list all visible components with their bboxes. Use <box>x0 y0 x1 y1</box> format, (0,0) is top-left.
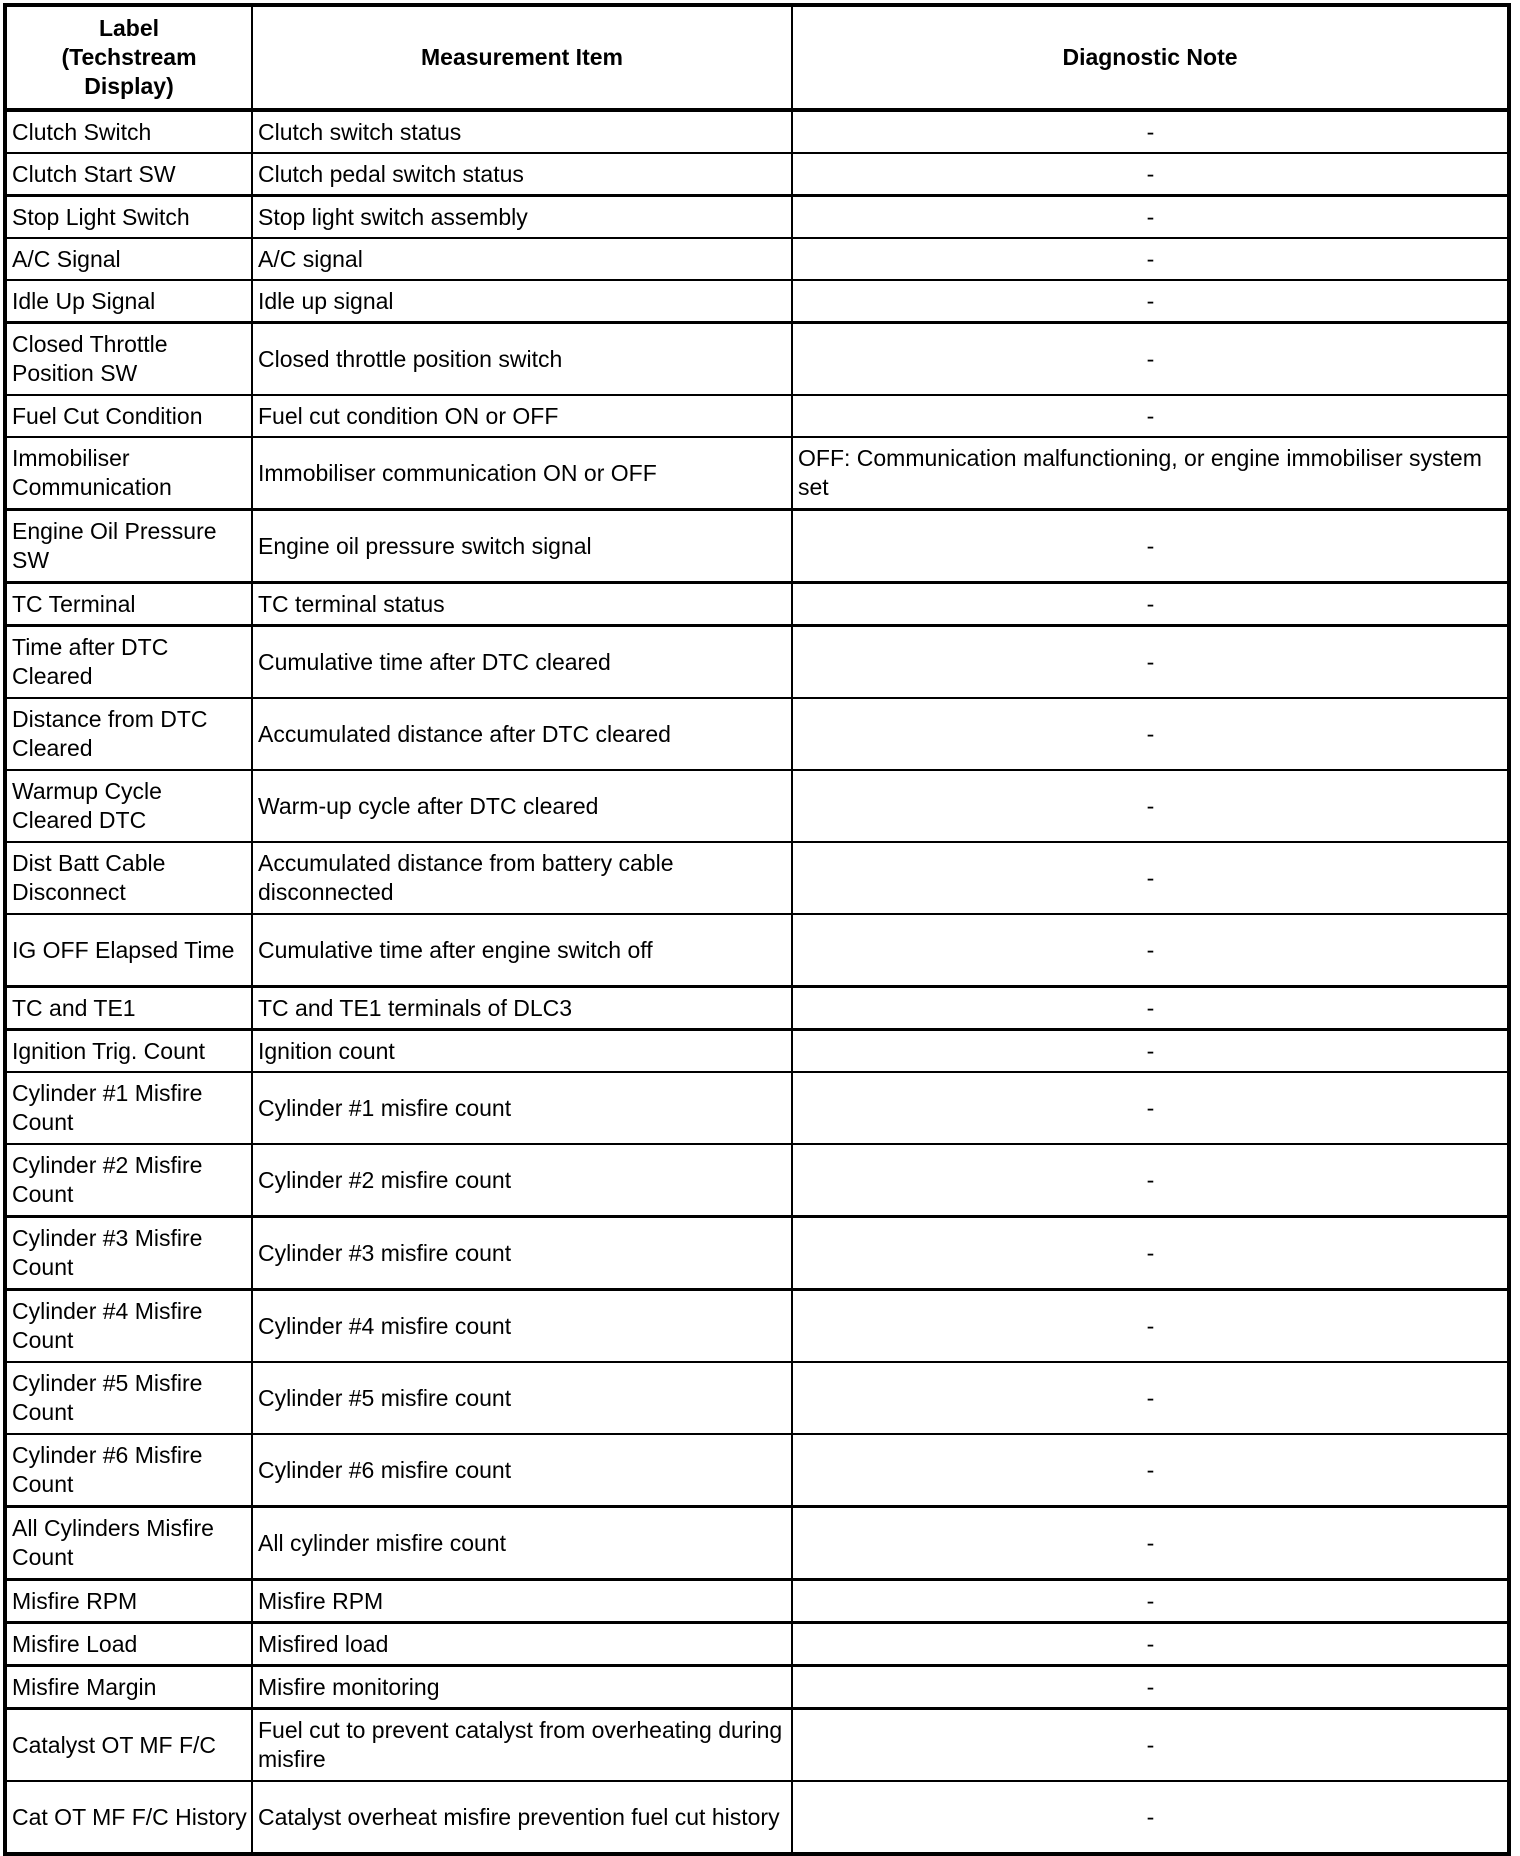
cell-diagnostic-note: - <box>792 1030 1509 1073</box>
cell-label: Cylinder #3 Misfire Count <box>5 1217 252 1290</box>
header-row <box>5 5 1509 110</box>
table-row <box>5 437 1509 510</box>
cell-measurement-item: Cylinder #3 misfire count <box>252 1217 792 1290</box>
cell-diagnostic-note: - <box>792 987 1509 1030</box>
table-body <box>5 110 1509 1854</box>
cell-diagnostic-note: - <box>792 1217 1509 1290</box>
cell-label: A/C Signal <box>5 238 252 280</box>
cell-measurement-item: Clutch switch status <box>252 110 792 153</box>
cell-label: Stop Light Switch <box>5 196 252 239</box>
cell-measurement-item: Accumulated distance from battery cable disconnected <box>252 842 792 914</box>
cell-diagnostic-note: - <box>792 196 1509 239</box>
cell-label: Closed Throttle Position SW <box>5 323 252 396</box>
table-row <box>5 1144 1509 1217</box>
cell-measurement-item: Cylinder #4 misfire count <box>252 1290 792 1363</box>
cell-label: Immobiliser Communication <box>5 437 252 510</box>
cell-label: Time after DTC Cleared <box>5 626 252 699</box>
cell-label: Distance from DTC Cleared <box>5 698 252 770</box>
cell-diagnostic-note: - <box>792 1709 1509 1782</box>
cell-measurement-item: Cylinder #6 misfire count <box>252 1434 792 1507</box>
cell-label: Dist Batt Cable Disconnect <box>5 842 252 914</box>
cell-measurement-item: Closed throttle position switch <box>252 323 792 396</box>
cell-label: Cylinder #4 Misfire Count <box>5 1290 252 1363</box>
table-row <box>5 1709 1509 1782</box>
cell-diagnostic-note: - <box>792 1781 1509 1854</box>
cell-diagnostic-note: - <box>792 1507 1509 1580</box>
header-label <box>5 5 252 110</box>
cell-diagnostic-note: - <box>792 153 1509 196</box>
table-row <box>5 196 1509 239</box>
cell-diagnostic-note: - <box>792 842 1509 914</box>
table-header <box>5 5 1509 110</box>
cell-label: Clutch Start SW <box>5 153 252 196</box>
table-row <box>5 770 1509 842</box>
cell-diagnostic-note: - <box>792 583 1509 626</box>
cell-diagnostic-note: - <box>792 1072 1509 1144</box>
cell-measurement-item: All cylinder misfire count <box>252 1507 792 1580</box>
cell-measurement-item: Idle up signal <box>252 280 792 323</box>
cell-label: Cylinder #5 Misfire Count <box>5 1362 252 1434</box>
header-measurement-item: Measurement Item <box>252 5 792 110</box>
cell-label: Misfire Load <box>5 1623 252 1666</box>
cell-label: Fuel Cut Condition <box>5 395 252 437</box>
data-list-table <box>3 3 1511 1856</box>
cell-measurement-item: TC and TE1 terminals of DLC3 <box>252 987 792 1030</box>
cell-label: Catalyst OT MF F/C <box>5 1709 252 1782</box>
cell-diagnostic-note: - <box>792 626 1509 699</box>
cell-measurement-item: Fuel cut to prevent catalyst from overheating during misfire <box>252 1709 792 1782</box>
table-row <box>5 1030 1509 1073</box>
table-row <box>5 626 1509 699</box>
cell-diagnostic-note: - <box>792 1362 1509 1434</box>
table-row <box>5 698 1509 770</box>
table-row <box>5 1072 1509 1144</box>
table-row <box>5 153 1509 196</box>
cell-diagnostic-note: - <box>792 395 1509 437</box>
cell-diagnostic-note: - <box>792 1580 1509 1623</box>
cell-diagnostic-note: - <box>792 1623 1509 1666</box>
table-row <box>5 280 1509 323</box>
cell-measurement-item: Cumulative time after engine switch off <box>252 914 792 987</box>
table-row <box>5 1434 1509 1507</box>
cell-measurement-item: Stop light switch assembly <box>252 196 792 239</box>
cell-label: Misfire RPM <box>5 1580 252 1623</box>
table-row <box>5 987 1509 1030</box>
cell-label: Cylinder #6 Misfire Count <box>5 1434 252 1507</box>
table-row <box>5 323 1509 396</box>
cell-measurement-item: Misfire RPM <box>252 1580 792 1623</box>
cell-label: Cylinder #2 Misfire Count <box>5 1144 252 1217</box>
table-row <box>5 238 1509 280</box>
cell-diagnostic-note: OFF: Communication malfunctioning, or engine immobiliser system set <box>792 437 1509 510</box>
cell-measurement-item: Immobiliser communication ON or OFF <box>252 437 792 510</box>
cell-measurement-item: Engine oil pressure switch signal <box>252 510 792 583</box>
cell-label: Warmup Cycle Cleared DTC <box>5 770 252 842</box>
table-row <box>5 1362 1509 1434</box>
header-label-line: Display) <box>84 73 174 99</box>
cell-measurement-item: A/C signal <box>252 238 792 280</box>
cell-diagnostic-note: - <box>792 770 1509 842</box>
table-row <box>5 110 1509 153</box>
table-row <box>5 1666 1509 1709</box>
cell-measurement-item: Clutch pedal switch status <box>252 153 792 196</box>
cell-diagnostic-note: - <box>792 323 1509 396</box>
cell-diagnostic-note: - <box>792 510 1509 583</box>
table-row <box>5 1580 1509 1623</box>
cell-label: All Cylinders Misfire Count <box>5 1507 252 1580</box>
cell-label: TC and TE1 <box>5 987 252 1030</box>
cell-diagnostic-note: - <box>792 280 1509 323</box>
cell-measurement-item: Fuel cut condition ON or OFF <box>252 395 792 437</box>
cell-measurement-item: Cylinder #1 misfire count <box>252 1072 792 1144</box>
cell-label: Cylinder #1 Misfire Count <box>5 1072 252 1144</box>
cell-label: Clutch Switch <box>5 110 252 153</box>
cell-measurement-item: Cylinder #5 misfire count <box>252 1362 792 1434</box>
cell-diagnostic-note: - <box>792 914 1509 987</box>
cell-measurement-item: Warm-up cycle after DTC cleared <box>252 770 792 842</box>
table-row <box>5 842 1509 914</box>
table-row <box>5 1623 1509 1666</box>
table-row <box>5 1217 1509 1290</box>
cell-label: Idle Up Signal <box>5 280 252 323</box>
cell-measurement-item: TC terminal status <box>252 583 792 626</box>
table-row <box>5 1781 1509 1854</box>
table-row <box>5 1507 1509 1580</box>
cell-measurement-item: Misfire monitoring <box>252 1666 792 1709</box>
cell-label: Engine Oil Pressure SW <box>5 510 252 583</box>
table-row <box>5 1290 1509 1363</box>
cell-diagnostic-note: - <box>792 1434 1509 1507</box>
header-label-line: (Techstream <box>61 44 197 70</box>
cell-label: Cat OT MF F/C History <box>5 1781 252 1854</box>
cell-measurement-item: Cylinder #2 misfire count <box>252 1144 792 1217</box>
header-diagnostic-note: Diagnostic Note <box>792 5 1509 110</box>
cell-label: Ignition Trig. Count <box>5 1030 252 1073</box>
header-label-line: Label <box>98 15 160 41</box>
cell-diagnostic-note: - <box>792 110 1509 153</box>
cell-measurement-item: Accumulated distance after DTC cleared <box>252 698 792 770</box>
table-row <box>5 914 1509 987</box>
cell-measurement-item: Ignition count <box>252 1030 792 1073</box>
table-row <box>5 510 1509 583</box>
cell-label: IG OFF Elapsed Time <box>5 914 252 987</box>
cell-label: Misfire Margin <box>5 1666 252 1709</box>
cell-measurement-item: Catalyst overheat misfire prevention fuel cut history <box>252 1781 792 1854</box>
cell-diagnostic-note: - <box>792 1666 1509 1709</box>
cell-diagnostic-note: - <box>792 1290 1509 1363</box>
cell-diagnostic-note: - <box>792 698 1509 770</box>
table-row <box>5 395 1509 437</box>
cell-measurement-item: Misfired load <box>252 1623 792 1666</box>
cell-label: TC Terminal <box>5 583 252 626</box>
table-row <box>5 583 1509 626</box>
cell-measurement-item: Cumulative time after DTC cleared <box>252 626 792 699</box>
cell-diagnostic-note: - <box>792 1144 1509 1217</box>
cell-diagnostic-note: - <box>792 238 1509 280</box>
